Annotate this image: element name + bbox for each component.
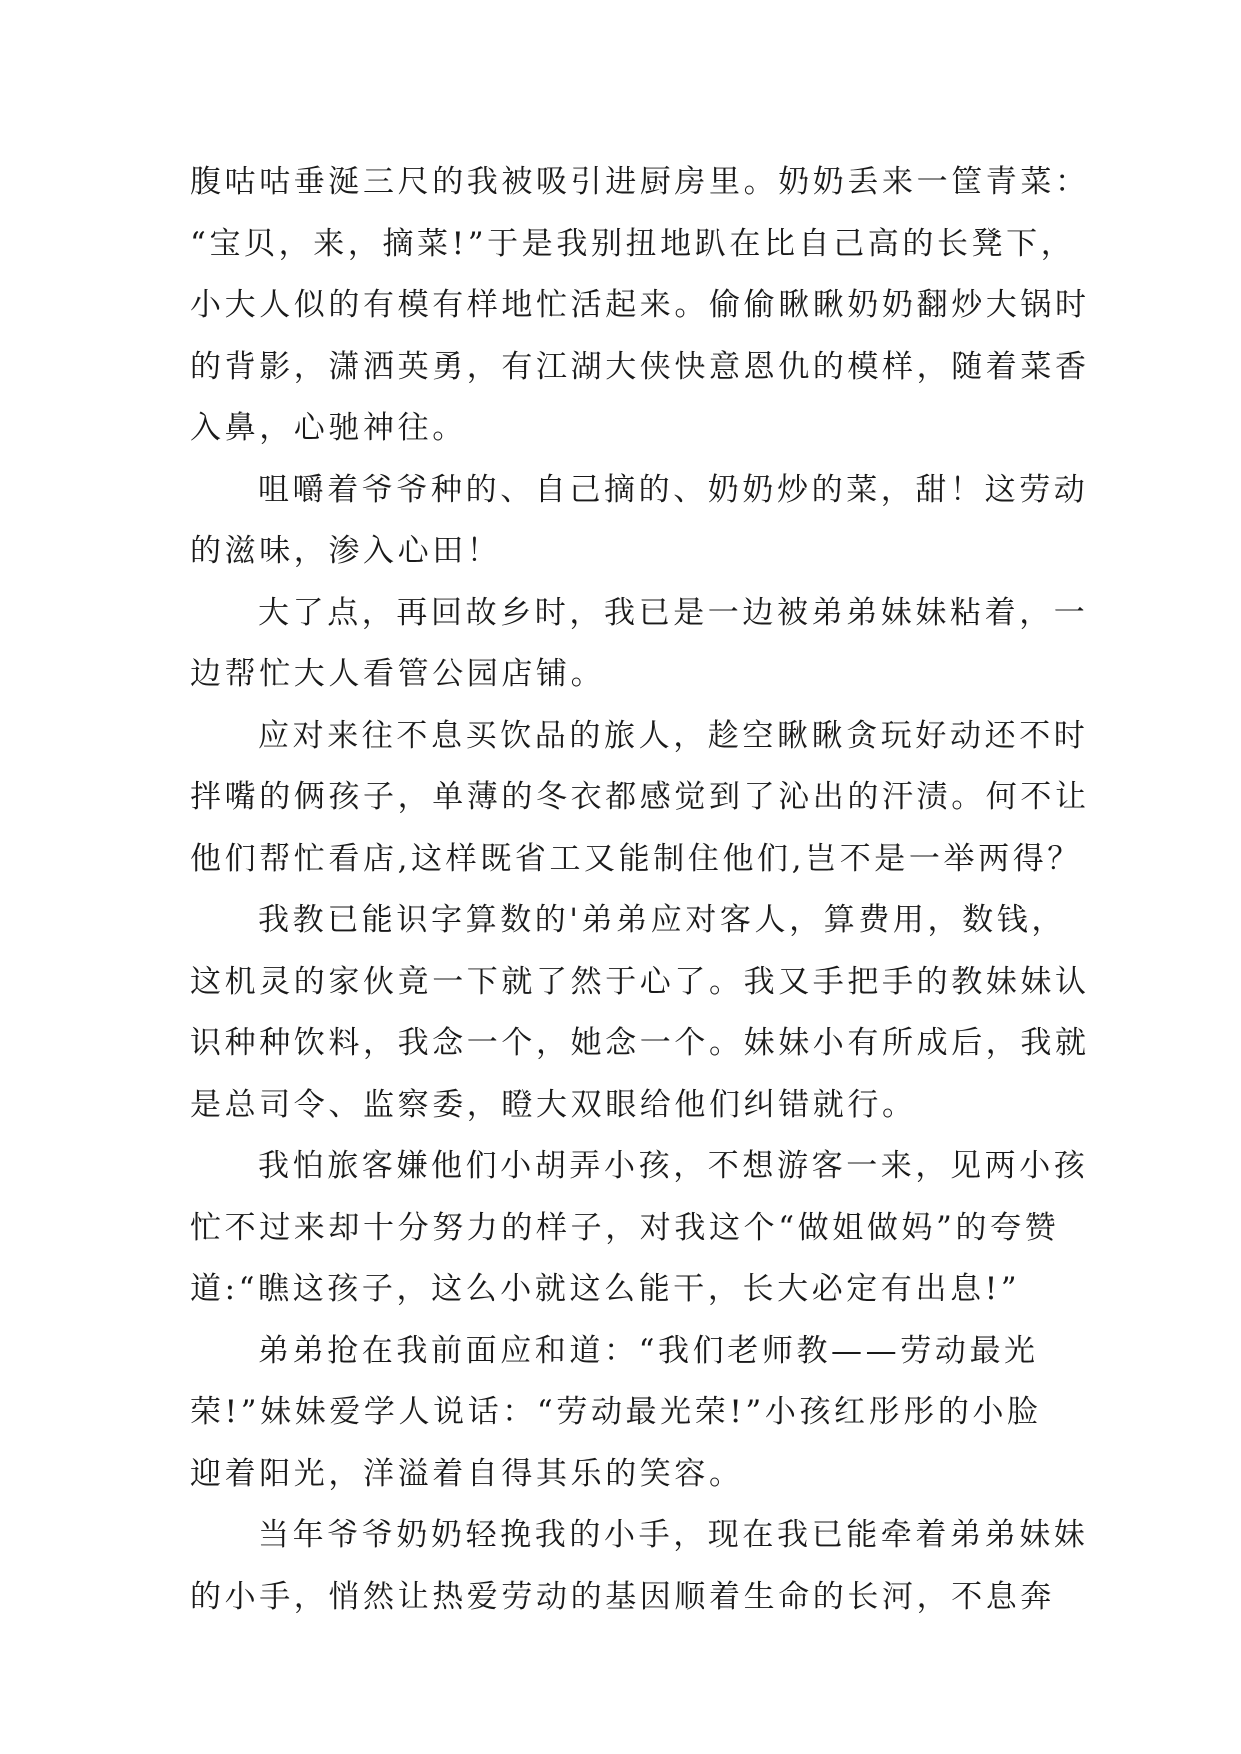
text-line: 迎着阳光，洋溢着自得其乐的笑容。 (190, 1455, 744, 1492)
essay-body (190, 152, 1090, 1628)
text-line: 道:“瞧这孩子，这么小就这么能干，长大必定有出息!” (190, 1271, 1021, 1307)
text-line: “宝贝，来，摘菜!”于是我别扭地趴在比自己高的长凳下， (190, 225, 1076, 262)
paragraph-start-line: 我教已能识字算数的'弟弟应对客人，算费用，数钱， (258, 902, 1066, 938)
text-line: 忙不过来却十分努力的样子，对我这个“做姐做妈”的夸赞 (190, 1209, 1060, 1246)
text-line: 拌嘴的俩孩子，单薄的冬衣都感觉到了沁出的汗渍。何不让 (190, 779, 1090, 815)
text-line: 的小手，悄然让热爱劳动的基因顺着生命的长河，不息奔 (190, 1578, 1055, 1615)
paragraph-start-line: 应对来往不息买饮品的旅人，趁空瞅瞅贪玩好动还不时 (258, 717, 1089, 754)
text-line: 小大人似的有模有样地忙活起来。偷偷瞅瞅奶奶翻炒大锅时 (190, 287, 1090, 323)
paragraph-start-line: 我怕旅客嫌他们小胡弄小孩，不想游客一来，见两小孩 (258, 1148, 1089, 1184)
text-line: 入鼻，心驰神往。 (190, 410, 467, 446)
text-line: 的背影，潇洒英勇，有江湖大侠快意恩仇的模样，随着菜香 (190, 348, 1090, 385)
text-line: 的滋味，渗入心田！ (190, 533, 502, 569)
paragraph-start-line: 当年爷爷奶奶轻挽我的小手，现在我已能牵着弟弟妹妹 (258, 1517, 1089, 1553)
text-line: 是总司令、监察委，瞪大双眼给他们纠错就行。 (190, 1086, 917, 1123)
text-line: 边帮忙大人看管公园店铺。 (190, 656, 606, 692)
text-line: 识种种饮料，我念一个，她念一个。妹妹小有所成后，我就 (190, 1025, 1090, 1061)
text-line: 腹咕咕垂涎三尺的我被吸引进厨房里。奶奶丢来一筐青菜： (190, 164, 1090, 200)
text-line: 他们帮忙看店,这样既省工又能制住他们,岂不是一举两得？ (190, 840, 1082, 877)
text-line: 荣!”妹妹爱学人说话：“劳动最光荣!”小孩红彤彤的小脸 (190, 1394, 1042, 1430)
paragraph-start-line: 弟弟抢在我前面应和道：“我们老师教——劳动最光 (258, 1332, 1039, 1369)
text-line: 这机灵的家伙竟一下就了然于心了。我又手把手的教妹妹认 (190, 963, 1090, 1000)
paragraph-start-line: 大了点，再回故乡时，我已是一边被弟弟妹妹粘着，一 (258, 594, 1089, 631)
paragraph-start-line: 咀嚼着爷爷种的、自己摘的、奶奶炒的菜，甜！这劳动 (258, 471, 1089, 508)
